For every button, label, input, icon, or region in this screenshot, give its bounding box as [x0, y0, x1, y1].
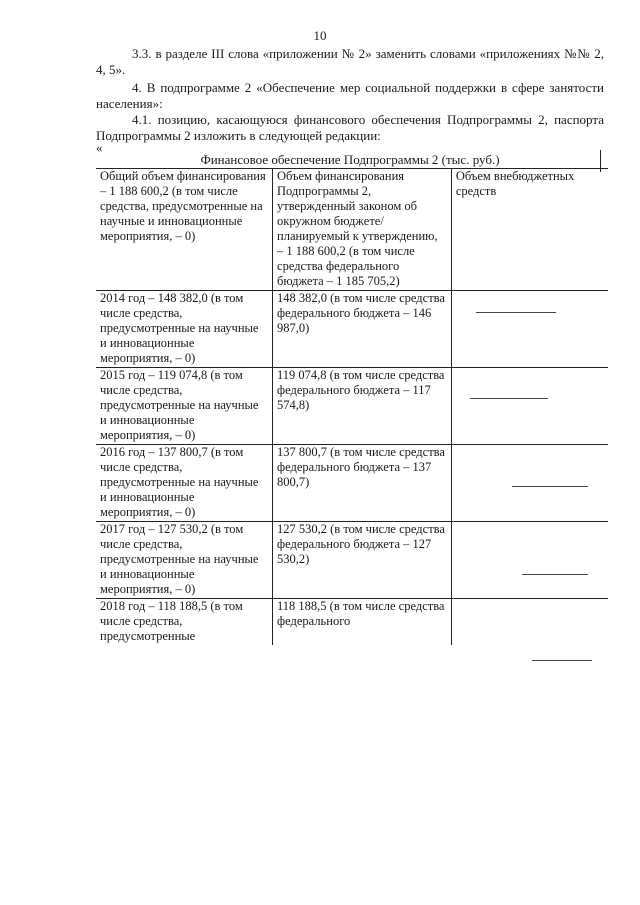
cell-extrabudgetary	[451, 368, 608, 445]
table-row	[96, 291, 608, 368]
cell-total: 2015 год – 119 074,8 (в том числе средства, предусмотренные на научные и инновационные мероприятия, – 0)	[96, 368, 273, 445]
table-row	[96, 599, 608, 646]
cell-total: 2014 год – 148 382,0 (в том числе средства, предусмотренные на научные и инновационные мероприятия, – 0)	[96, 291, 273, 368]
cell-total: 2018 год – 118 188,5 (в том числе средства, предусмотренные	[96, 599, 273, 646]
scan-mark	[476, 312, 556, 313]
cell-total: 2017 год – 127 530,2 (в том числе средства, предусмотренные на научные и инновационные мероприятия, – 0)	[96, 522, 273, 599]
cell-extrabudgetary	[451, 445, 608, 522]
paragraph-4: 4. В подпрограмме 2 «Обеспечение мер социальной поддержки в сфере занятости населения»:	[96, 80, 604, 111]
scan-mark	[532, 660, 592, 661]
table-header-row	[96, 169, 608, 291]
cell-approved: 137 800,7 (в том числе средства федерального бюджета – 137 800,7)	[273, 445, 452, 522]
cell-extrabudgetary	[451, 599, 608, 646]
paragraph-3-3: 3.3. в разделе III слова «приложении № 2» заменить словами «приложениях №№ 2, 4, 5».	[96, 46, 604, 77]
scan-mark	[470, 398, 548, 399]
cell-approved: 148 382,0 (в том числе средства федерального бюджета – 146 987,0)	[273, 291, 452, 368]
header-approved-volume: Объем финансирования Подпрограммы 2, утвержденный законом об окружном бюджете/ планируемый к утверждению, – 1 188 600,2 (в том числе средства федерального бюджета – 1 185 705,2)	[273, 169, 452, 291]
scan-mark	[522, 574, 588, 575]
cell-extrabudgetary	[451, 291, 608, 368]
cell-approved: 119 074,8 (в том числе средства федерального бюджета – 117 574,8)	[273, 368, 452, 445]
page-number: 10	[313, 28, 327, 43]
cell-approved: 127 530,2 (в том числе средства федерального бюджета – 127 530,2)	[273, 522, 452, 599]
table-row	[96, 368, 608, 445]
cell-approved: 118 188,5 (в том числе средства федерального	[273, 599, 452, 646]
table-title: Финансовое обеспечение Подпрограммы 2 (тыс. руб.)	[200, 152, 500, 167]
paragraph-4-1: 4.1. позицию, касающуюся финансового обеспечения Подпрограммы 2, паспорта Подпрограммы 2 изложить в следующей редакции:	[96, 112, 604, 143]
cell-extrabudgetary	[451, 522, 608, 599]
opening-quote: «	[96, 140, 103, 155]
table-row	[96, 445, 608, 522]
cell-total: 2016 год – 137 800,7 (в том числе средства, предусмотренные на научные и инновационные мероприятия, – 0)	[96, 445, 273, 522]
table-row	[96, 522, 608, 599]
scan-mark	[512, 486, 588, 487]
header-total-volume: Общий объем финансирования – 1 188 600,2 (в том числе средства, предусмотренные на научные и инновационные мероприятия, – 0)	[96, 169, 273, 291]
header-extrabudgetary: Объем внебюджетных средств	[451, 169, 608, 291]
